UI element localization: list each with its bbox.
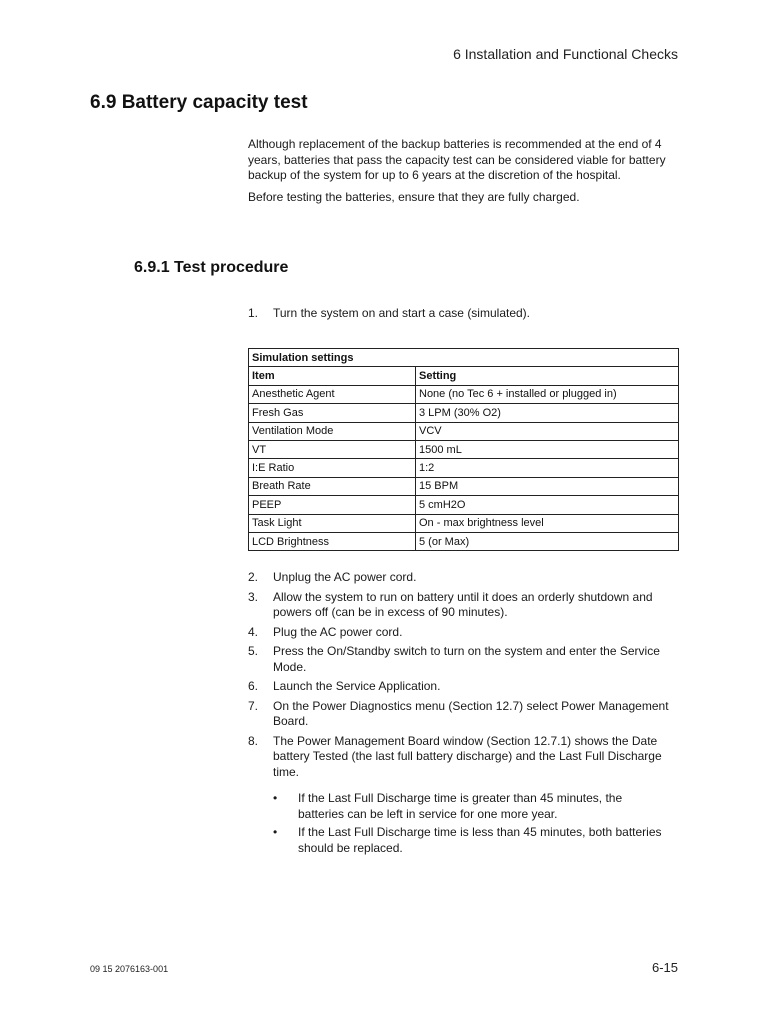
step-item — [248, 306, 678, 322]
cell-setting: VCV — [416, 422, 679, 440]
simulation-settings-table — [248, 348, 679, 551]
step-text: Turn the system on and start a case (simulated). — [273, 306, 530, 320]
bullet-text: If the Last Full Discharge time is less than 45 minutes, both batteries should be replaced. — [298, 825, 662, 855]
table-caption: Simulation settings — [249, 349, 679, 367]
table-header-row — [249, 367, 679, 385]
table-row — [249, 404, 679, 422]
cell-setting: On - max brightness level — [416, 514, 679, 532]
step-number: 1. — [248, 306, 259, 320]
bullet-item — [273, 791, 663, 822]
table-row — [249, 459, 679, 477]
table-row — [249, 422, 679, 440]
intro-paragraph: Before testing the batteries, ensure that they are fully charged. — [248, 189, 580, 204]
intro-paragraph: Although replacement of the backup batteries is recommended at the end of 4 years, batteries that pass the capacity test can be considered viable for battery backup of the system for up to 6 years at the discretion of the hospital. — [248, 137, 666, 182]
column-header-item: Item — [249, 367, 416, 385]
document-id: 09 15 2076163-001 — [90, 964, 169, 974]
step-number: 6. — [248, 679, 259, 693]
table-row — [249, 514, 679, 532]
table-row — [249, 440, 679, 458]
table-row — [249, 496, 679, 514]
cell-item: Anesthetic Agent — [249, 385, 416, 403]
step-text: Allow the system to run on battery until it does an orderly shutdown and powers off (can be in excess of 90 minutes). — [273, 589, 653, 619]
step-item — [248, 644, 678, 675]
intro-text — [248, 137, 678, 211]
result-bullets — [273, 791, 663, 859]
step-item — [248, 699, 678, 730]
step-item — [248, 590, 678, 621]
cell-setting: 5 (or Max) — [416, 532, 679, 550]
step-number: 8. — [248, 733, 259, 748]
cell-item: I:E Ratio — [249, 459, 416, 477]
cell-item: LCD Brightness — [249, 532, 416, 550]
step-number: 3. — [248, 589, 259, 604]
cell-item: Fresh Gas — [249, 404, 416, 422]
step-text: On the Power Diagnostics menu (Section 12.7) select Power Management Board. — [273, 698, 669, 728]
step-number: 7. — [248, 698, 259, 713]
table-row — [249, 532, 679, 550]
step-text: Unplug the AC power cord. — [273, 570, 417, 584]
running-header: 6 Installation and Functional Checks — [453, 46, 678, 62]
cell-setting: 5 cmH2O — [416, 496, 679, 514]
step-number: 2. — [248, 570, 259, 584]
step-item — [248, 570, 678, 586]
step-item — [248, 679, 678, 695]
cell-item: VT — [249, 440, 416, 458]
procedure-steps-continued — [248, 570, 678, 784]
bullet-text: If the Last Full Discharge time is greater than 45 minutes, the batteries can be left in service for one more year. — [298, 791, 623, 821]
table-row — [249, 385, 679, 403]
page-number: 6-15 — [651, 960, 678, 975]
step-item — [248, 734, 678, 781]
cell-setting: None (no Tec 6 + installed or plugged in) — [416, 385, 679, 403]
bullet-item — [273, 825, 663, 856]
step-text: Press the On/Standby switch to turn on the system and enter the Service Mode. — [273, 644, 660, 674]
cell-setting: 1500 mL — [416, 440, 679, 458]
cell-item: PEEP — [249, 496, 416, 514]
cell-setting: 15 BPM — [416, 477, 679, 495]
cell-setting: 1:2 — [416, 459, 679, 477]
cell-setting: 3 LPM (30% O2) — [416, 404, 679, 422]
bullet-icon: • — [273, 825, 278, 839]
cell-item: Breath Rate — [249, 477, 416, 495]
cell-item: Ventilation Mode — [249, 422, 416, 440]
column-header-setting: Setting — [416, 367, 679, 385]
procedure-steps-start — [248, 306, 678, 326]
step-text: Launch the Service Application. — [273, 679, 441, 693]
step-number: 4. — [248, 624, 259, 639]
step-number: 5. — [248, 644, 259, 658]
bullet-icon: • — [273, 791, 278, 805]
table-caption-row — [249, 349, 679, 367]
step-text: The Power Management Board window (Section 12.7.1) shows the Date battery Tested (the last full battery discharge) and the Last Full Discharge time. — [273, 733, 662, 779]
step-item — [248, 625, 678, 641]
subsection-title: 6.9.1 Test procedure — [134, 259, 289, 276]
cell-item: Task Light — [249, 514, 416, 532]
section-title: 6.9 Battery capacity test — [90, 92, 308, 113]
step-text: Plug the AC power cord. — [273, 624, 403, 639]
table-row — [249, 477, 679, 495]
